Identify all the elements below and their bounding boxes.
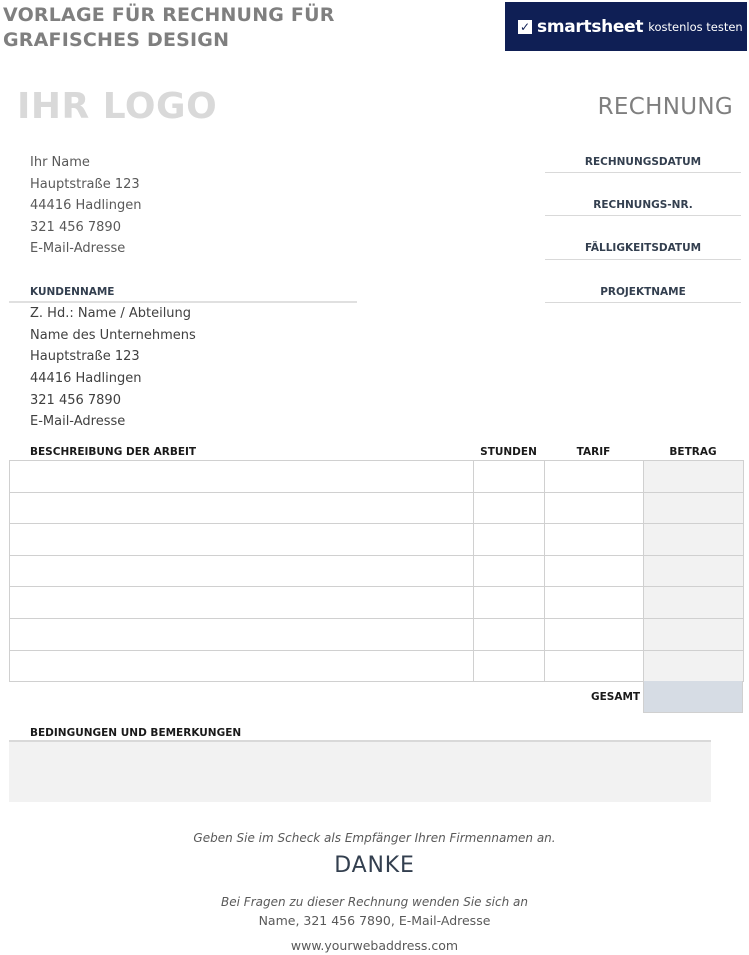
amount-cell[interactable] bbox=[644, 461, 744, 493]
rate-cell[interactable] bbox=[545, 555, 644, 587]
rate-cell[interactable] bbox=[545, 650, 644, 682]
checkbox-icon: ✓ bbox=[519, 19, 531, 34]
project-name-field[interactable] bbox=[545, 302, 741, 303]
client-phone[interactable]: 321 456 7890 bbox=[30, 393, 121, 408]
sender-street[interactable]: Hauptstraße 123 bbox=[30, 177, 140, 192]
col-header-hours: STUNDEN bbox=[480, 446, 537, 458]
invoice-number-field[interactable] bbox=[545, 215, 741, 216]
table-row bbox=[10, 650, 744, 682]
client-company[interactable]: Name des Unternehmens bbox=[30, 328, 196, 343]
page-title-line1: VORLAGE FÜR RECHNUNG FÜR bbox=[3, 4, 335, 26]
line-items-table bbox=[9, 460, 744, 682]
smartsheet-banner[interactable] bbox=[505, 2, 747, 51]
client-street[interactable]: Hauptstraße 123 bbox=[30, 349, 140, 364]
hours-cell[interactable] bbox=[474, 492, 545, 524]
client-city[interactable]: 44416 Hadlingen bbox=[30, 371, 142, 386]
rate-cell[interactable] bbox=[545, 524, 644, 556]
amount-cell[interactable] bbox=[644, 524, 744, 556]
sender-phone[interactable]: 321 456 7890 bbox=[30, 220, 121, 235]
client-name-label: KUNDENNAME bbox=[30, 286, 115, 298]
description-cell[interactable] bbox=[10, 618, 474, 650]
brand-name: smartsheet bbox=[537, 16, 644, 37]
description-cell[interactable] bbox=[10, 650, 474, 682]
hours-cell[interactable] bbox=[474, 555, 545, 587]
website-link[interactable]: www.yourwebaddress.com bbox=[290, 938, 459, 953]
total-value[interactable] bbox=[643, 681, 743, 713]
col-header-description: BESCHREIBUNG DER ARBEIT bbox=[30, 446, 197, 458]
invoice-date-label: RECHNUNGSDATUM bbox=[584, 156, 702, 168]
hours-cell[interactable] bbox=[474, 587, 545, 619]
client-email[interactable]: E-Mail-Adresse bbox=[30, 414, 126, 429]
project-name-label: PROJEKTNAME bbox=[600, 286, 686, 298]
page-title-line2: GRAFISCHES DESIGN bbox=[3, 29, 230, 51]
check-note: Geben Sie im Scheck als Empfänger Ihren Firmennamen an. bbox=[193, 831, 556, 845]
amount-cell[interactable] bbox=[644, 492, 744, 524]
table-row bbox=[10, 461, 744, 493]
amount-cell[interactable] bbox=[644, 650, 744, 682]
terms-field[interactable] bbox=[9, 740, 711, 802]
table-row bbox=[10, 618, 744, 650]
hours-cell[interactable] bbox=[474, 650, 545, 682]
rate-cell[interactable] bbox=[545, 587, 644, 619]
banner-cta: kostenlos testen bbox=[648, 19, 743, 34]
description-cell[interactable] bbox=[10, 587, 474, 619]
description-cell[interactable] bbox=[10, 492, 474, 524]
thanks-text: DANKE bbox=[334, 853, 415, 878]
invoice-date-field[interactable] bbox=[545, 172, 741, 173]
description-cell[interactable] bbox=[10, 461, 474, 493]
questions-text: Bei Fragen zu dieser Rechnung wenden Sie sich an bbox=[221, 895, 528, 909]
table-row bbox=[10, 524, 744, 556]
description-cell[interactable] bbox=[10, 524, 474, 556]
hours-cell[interactable] bbox=[474, 524, 545, 556]
sender-email[interactable]: E-Mail-Adresse bbox=[30, 241, 126, 256]
description-cell[interactable] bbox=[10, 555, 474, 587]
invoice-number-label: RECHNUNGS-NR. bbox=[593, 199, 693, 211]
hours-cell[interactable] bbox=[474, 618, 545, 650]
rate-cell[interactable] bbox=[545, 461, 644, 493]
terms-label: BEDINGUNGEN UND BEMERKUNGEN bbox=[30, 727, 242, 739]
logo-placeholder: IHR LOGO bbox=[17, 86, 218, 127]
table-row bbox=[10, 555, 744, 587]
due-date-label: FÄLLIGKEITSDATUM bbox=[584, 242, 702, 254]
rate-cell[interactable] bbox=[545, 492, 644, 524]
sender-city[interactable]: 44416 Hadlingen bbox=[30, 198, 142, 213]
col-header-amount: BETRAG bbox=[669, 446, 717, 458]
client-attention[interactable]: Z. Hd.: Name / Abteilung bbox=[30, 306, 192, 321]
amount-cell[interactable] bbox=[644, 555, 744, 587]
rate-cell[interactable] bbox=[545, 618, 644, 650]
hours-cell[interactable] bbox=[474, 461, 545, 493]
document-type: RECHNUNG bbox=[597, 94, 733, 120]
sender-name[interactable]: Ihr Name bbox=[30, 155, 90, 170]
col-header-rate: TARIF bbox=[576, 446, 611, 458]
due-date-field[interactable] bbox=[545, 259, 741, 260]
table-row bbox=[10, 492, 744, 524]
contact-info: Name, 321 456 7890, E-Mail-Adresse bbox=[258, 913, 491, 928]
amount-cell[interactable] bbox=[644, 618, 744, 650]
page-title bbox=[3, 3, 335, 53]
amount-cell[interactable] bbox=[644, 587, 744, 619]
table-row bbox=[10, 587, 744, 619]
total-label: GESAMT bbox=[591, 691, 641, 703]
